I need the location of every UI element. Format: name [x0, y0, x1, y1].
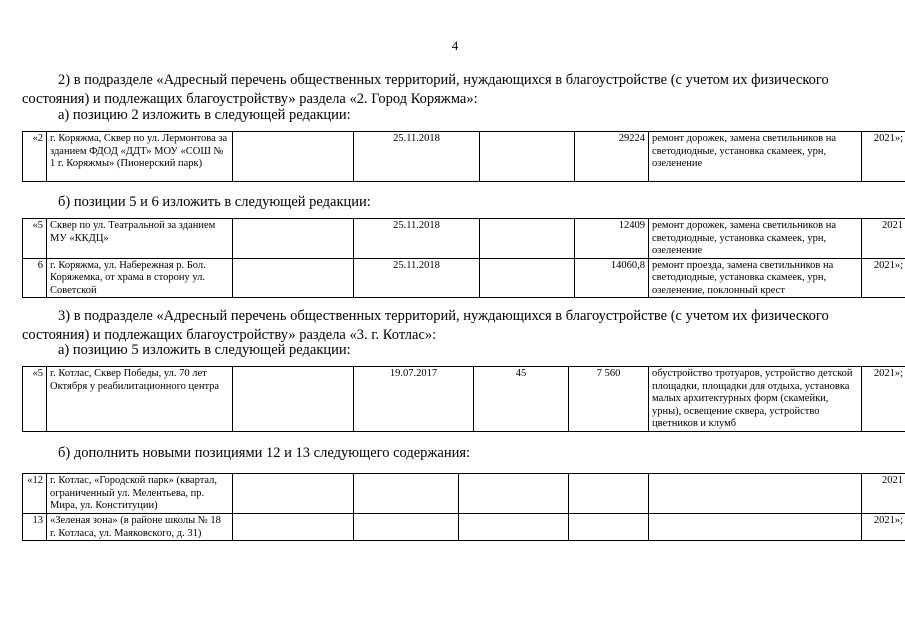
- cell-empty: [480, 219, 575, 259]
- cell-col5: 45: [474, 367, 569, 432]
- cell-year: 2021»;: [862, 258, 905, 298]
- cell-date: 25.11.2018: [354, 219, 480, 259]
- table-row: [23, 367, 905, 432]
- cell-empty: [233, 132, 354, 182]
- cell-empty: [233, 367, 354, 432]
- cell-area: [569, 474, 649, 514]
- cell-works: обустройство тротуаров, устройство детской площадки, площадки для отдыха, установка малых архитектурных форм (скамейки, урны), освещение сквера, устройство цветников и клумб: [649, 367, 862, 432]
- table-row: [23, 474, 905, 514]
- cell-empty: [480, 258, 575, 298]
- cell-empty: [480, 132, 575, 182]
- section2-intro: 2) в подразделе «Адресный перечень общественных территорий, нуждающихся в благоустройстве (с учетом их физического состояния) и подлежащих благоустройству» раздела «2. Город Коряжма»:: [22, 72, 829, 107]
- cell-works: ремонт проезда, замена светильников на светодиодные, установка скамеек, урн, озеленение, поклонный крест: [649, 258, 862, 298]
- cell-name: Сквер по ул. Театральной за зданием МУ «ККДЦ»: [47, 219, 233, 259]
- cell-works: ремонт дорожек, замена светильников на светодиодные, установка скамеек, урн, озеленение: [649, 132, 862, 182]
- cell-empty: [459, 474, 569, 514]
- cell-works: [649, 514, 862, 541]
- cell-date: 25.11.2018: [354, 258, 480, 298]
- cell-empty: [233, 514, 354, 541]
- cell-date: [354, 474, 459, 514]
- cell-num: 13: [23, 514, 47, 541]
- cell-num: «5: [23, 367, 47, 432]
- page-number: 4: [451, 38, 459, 53]
- cell-area: 7 560: [569, 367, 649, 432]
- cell-area: 29224: [575, 132, 649, 182]
- cell-num: «12: [23, 474, 47, 514]
- cell-works: ремонт дорожек, замена светильников на светодиодные, установка скамеек, урн, озеленение: [649, 219, 862, 259]
- cell-name: г. Котлас, «Городской парк» (квартал, ограниченный ул. Мелентьева, пр. Мира, ул. Конституции): [47, 474, 233, 514]
- table-row: [23, 132, 905, 182]
- cell-works: [649, 474, 862, 514]
- cell-year: 2021»;: [862, 367, 905, 432]
- cell-num: 6: [23, 258, 47, 298]
- section3-intro: 3) в подразделе «Адресный перечень общественных территорий, нуждающихся в благоустройстве (с учетом их физического состояния) и подлежащих благоустройству» раздела «3. г. Котлас»:: [22, 308, 829, 343]
- section3-item-b: б) дополнить новыми позициями 12 и 13 следующего содержания:: [58, 445, 471, 461]
- cell-name: г. Коряжма, ул. Набережная р. Бол. Коряжемка, от храма в сторону ул. Советской: [47, 258, 233, 298]
- cell-date: [354, 514, 459, 541]
- table-row: [23, 258, 905, 298]
- cell-num: «5: [23, 219, 47, 259]
- cell-empty: [233, 219, 354, 259]
- table-kotlas-position-5: [22, 366, 905, 432]
- table-kotlas-positions-12-13: [22, 473, 905, 541]
- section2-item-a: а) позицию 2 изложить в следующей редакции:: [58, 107, 351, 123]
- cell-name: г. Коряжма, Сквер по ул. Лермонтова за зданием ФДОД «ДДТ» МОУ «СОШ № 1 г. Коряжмы» (Пионерский парк): [47, 132, 233, 182]
- cell-num: «2: [23, 132, 47, 182]
- cell-area: 12409: [575, 219, 649, 259]
- cell-empty: [233, 258, 354, 298]
- section3-item-a: а) позицию 5 изложить в следующей редакции:: [58, 342, 351, 358]
- cell-area: 14060,8: [575, 258, 649, 298]
- cell-name: г. Котлас, Сквер Победы, ул. 70 лет Октября у реабилитационного центра: [47, 367, 233, 432]
- cell-year: 2021: [862, 219, 905, 259]
- table-row: [23, 219, 905, 259]
- table-positions-5-6: [22, 218, 905, 298]
- cell-empty: [459, 514, 569, 541]
- cell-year: 2021: [862, 474, 905, 514]
- cell-name: «Зеленая зона» (в районе школы № 18 г. Котласа, ул. Маяковского, д. 31): [47, 514, 233, 541]
- cell-date: 25.11.2018: [354, 132, 480, 182]
- table-position-2: [22, 131, 905, 182]
- section2-item-b: б) позиции 5 и 6 изложить в следующей редакции:: [58, 194, 371, 210]
- cell-date: 19.07.2017: [354, 367, 474, 432]
- table-row: [23, 514, 905, 541]
- cell-year: 2021»;: [862, 514, 905, 541]
- cell-empty: [233, 474, 354, 514]
- cell-year: 2021»;: [862, 132, 905, 182]
- cell-area: [569, 514, 649, 541]
